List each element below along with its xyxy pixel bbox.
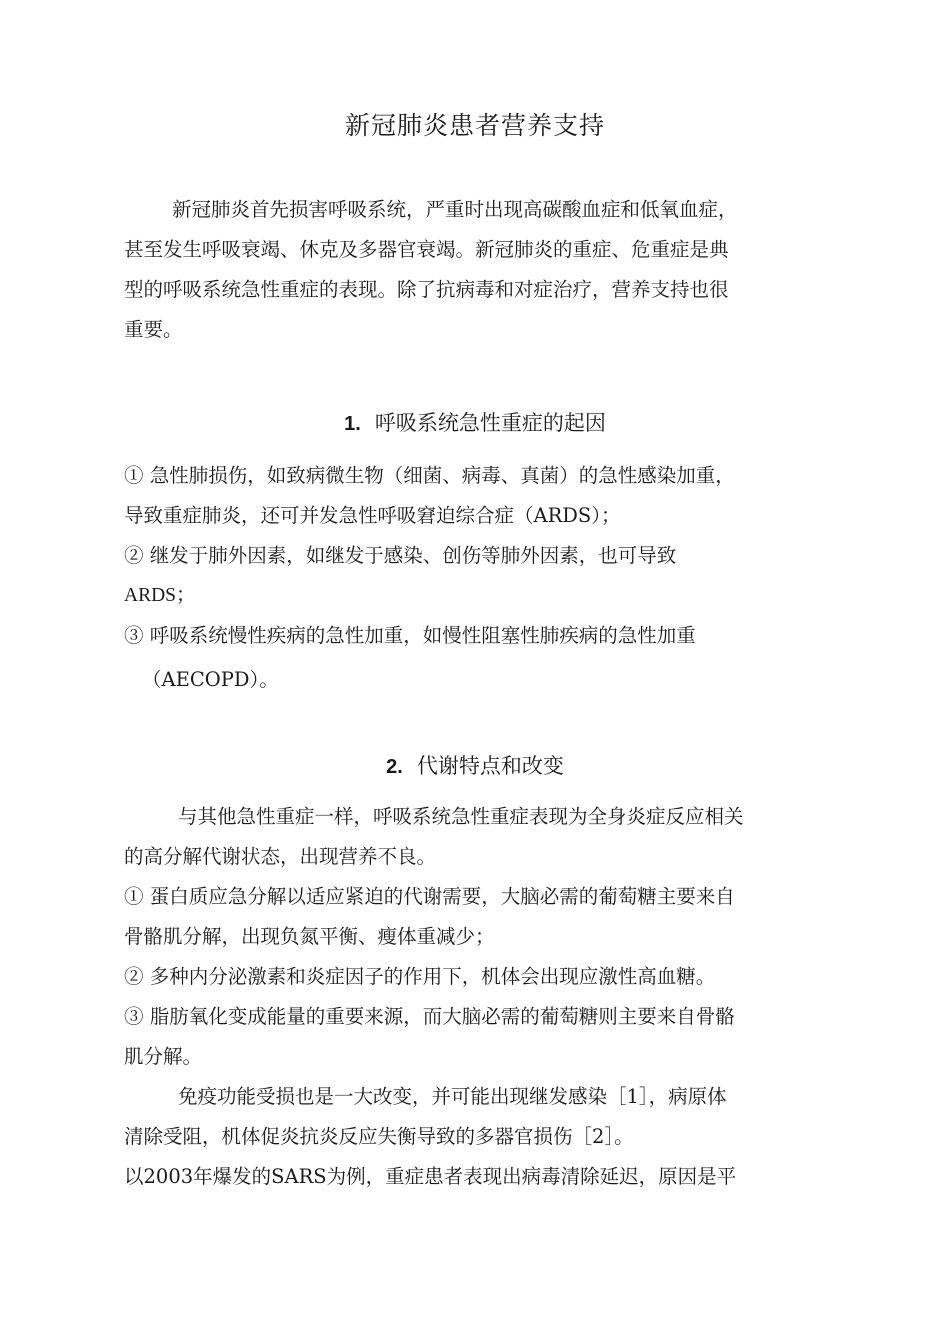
list-item-line: ARDS； (124, 585, 196, 606)
list-item-line: ② 多种内分泌激素和炎症因子的作用下，机体会出现应激性高血糖。 (124, 965, 716, 988)
section-title: 呼吸系统急性重症的起因 (374, 411, 606, 435)
list-item-line: （AECOPD）。 (142, 668, 279, 691)
section-1-body (124, 456, 836, 700)
list-item-line: 导致重症肺炎，还可并发急性呼吸窘迫综合症（ARDS）； (124, 504, 621, 527)
list-item-line: ① 急性肺损伤，如致病微生物（细菌、病毒、真菌）的急性感染加重， (124, 464, 735, 487)
text-line: 免疫功能受损也是一大改变，并可能出现继发感染［1］，病原体 (178, 1085, 727, 1108)
text-line: 型的呼吸系统急性重症的表现。除了抗病毒和对症治疗，营养支持也很 (124, 278, 729, 301)
section-number: 2. (386, 756, 403, 778)
text-line: 的高分解代谢状态，出现营养不良。 (124, 845, 437, 868)
list-item-line: 肌分解。 (124, 1045, 203, 1068)
text-line: 重要。 (124, 318, 183, 341)
list-item-line: 骨骼肌分解，出现负氮平衡、瘦体重减少； (124, 925, 495, 948)
text-line: 清除受阻，机体促炎抗炎反应失衡导致的多器官损伤［2］。 (124, 1125, 634, 1148)
section-title: 代谢特点和改变 (416, 754, 564, 778)
text-line: 以2003年爆发的SARS为例，重症患者表现出病毒清除延迟，原因是平 (124, 1165, 737, 1188)
list-item-line: ③ 呼吸系统慢性疾病的急性加重，如慢性阻塞性肺疾病的急性加重 (124, 624, 696, 647)
intro-paragraph (124, 190, 836, 350)
list-item-line: ① 蛋白质应急分解以适应紧迫的代谢需要，大脑必需的葡萄糖主要来自 (124, 885, 735, 908)
section-2-body (124, 797, 836, 1197)
text-line: 与其他急性重症一样，呼吸系统急性重症表现为全身炎症反应相关 (178, 805, 744, 828)
document-title: 新冠肺炎患者营养支持 (344, 111, 605, 140)
section-1-heading (0, 405, 950, 442)
list-item-line: ② 继发于肺外因素，如继发于感染、创伤等肺外因素，也可导致 (124, 544, 677, 567)
section-number: 1. (344, 413, 361, 435)
text-line: 新冠肺炎首先损害呼吸系统，严重时出现高碳酸血症和低氧血症， (172, 198, 738, 221)
text-line: 甚至发生呼吸衰竭、休克及多器官衰竭。新冠肺炎的重症、危重症是典 (124, 238, 729, 261)
list-item-line: ③ 脂肪氧化变成能量的重要来源，而大脑必需的葡萄糖则主要来自骨骼 (124, 1005, 735, 1028)
section-2-heading (0, 748, 950, 785)
